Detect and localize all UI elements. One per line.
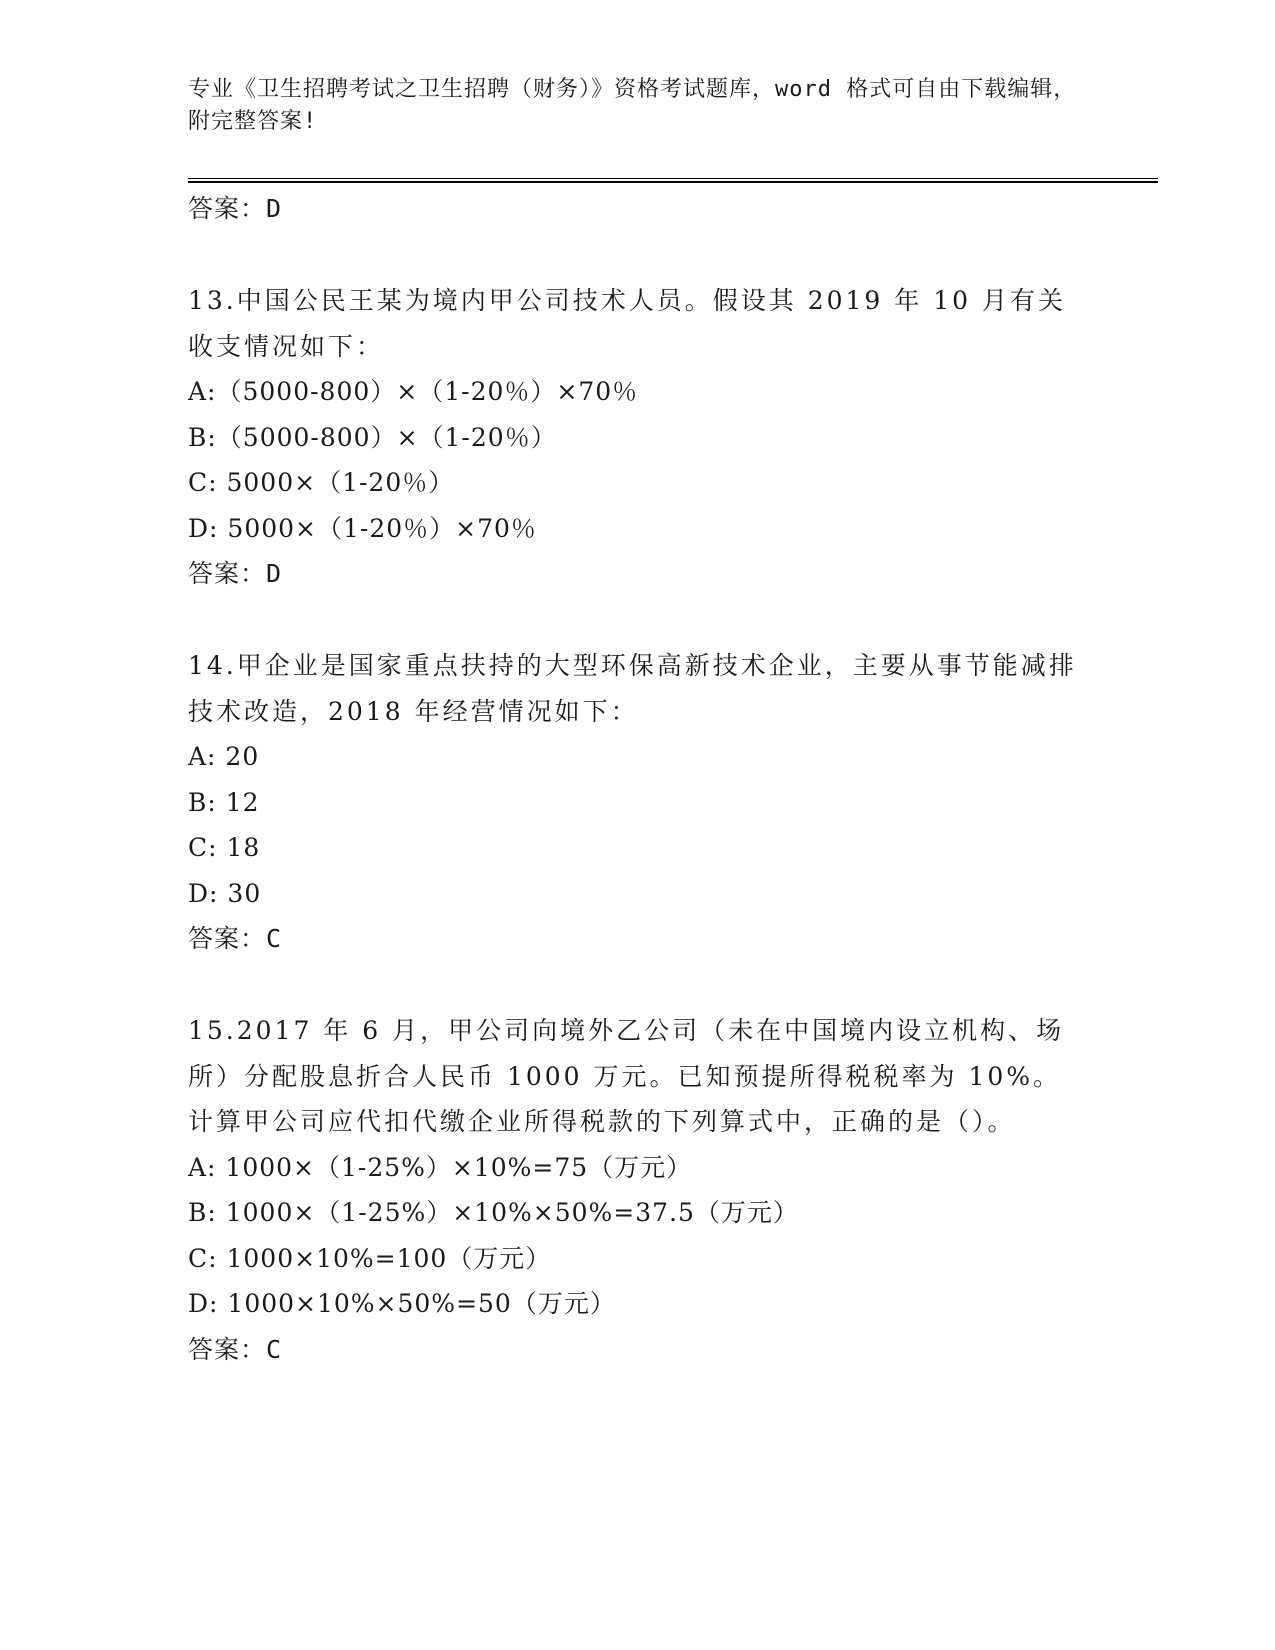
option-c: C: 5000×（1-20％）: [188, 468, 455, 497]
option-a: A:（5000-800）×（1-20％）×70％: [188, 377, 639, 406]
question-13: [188, 278, 1088, 597]
answer-line: 答案：C: [188, 924, 283, 953]
option-c: C: 1000×10%=100（万元）: [188, 1243, 552, 1273]
question-stem: 15.2017 年 6 月，甲公司向境外乙公司（未在中国境内设立机构、场所）分配股息折合人民币 1000 万元。已知预提所得税税率为 10%。计算甲公司应代扣代缴企业所得税款的下列算式中，正确的是（）。: [188, 1016, 1065, 1136]
document-body: [188, 186, 1088, 1373]
option-d: D: 30: [188, 878, 262, 908]
option-b: B: 1000×（1-25%）×10%×50%=37.5（万元）: [188, 1198, 799, 1227]
option-a: A: 20: [188, 742, 260, 771]
answer-line: 答案：D: [188, 559, 283, 588]
option-a: A: 1000×（1-25%）×10%=75（万元）: [188, 1152, 693, 1182]
option-c: C: 18: [188, 833, 261, 862]
question-14: [188, 643, 1088, 962]
answer-line: 答案：C: [188, 1334, 283, 1364]
option-d: D: 1000×10%×50%=50（万元）: [188, 1289, 616, 1318]
document-header: 专业《卫生招聘考试之卫生招聘（财务）》资格考试题库，word 格式可自由下载编辑，附完整答案!: [188, 77, 1077, 134]
answer-line: 答案：D: [188, 194, 283, 223]
option-b: B: 12: [188, 787, 260, 817]
option-d: D: 5000×（1-20％）×70％: [188, 513, 537, 543]
header-divider: [188, 178, 1158, 183]
option-b: B:（5000-800）×（1-20％）: [188, 422, 557, 452]
question-stem: 13.中国公民王某为境内甲公司技术人员。假设其 2019 年 10 月有关收支情况如下：: [188, 286, 1066, 361]
question-15: [188, 1008, 1088, 1373]
question-stem: 14.甲企业是国家重点扶持的大型环保高新技术企业，主要从事节能减排技术改造，2018 年经营情况如下：: [188, 651, 1077, 726]
